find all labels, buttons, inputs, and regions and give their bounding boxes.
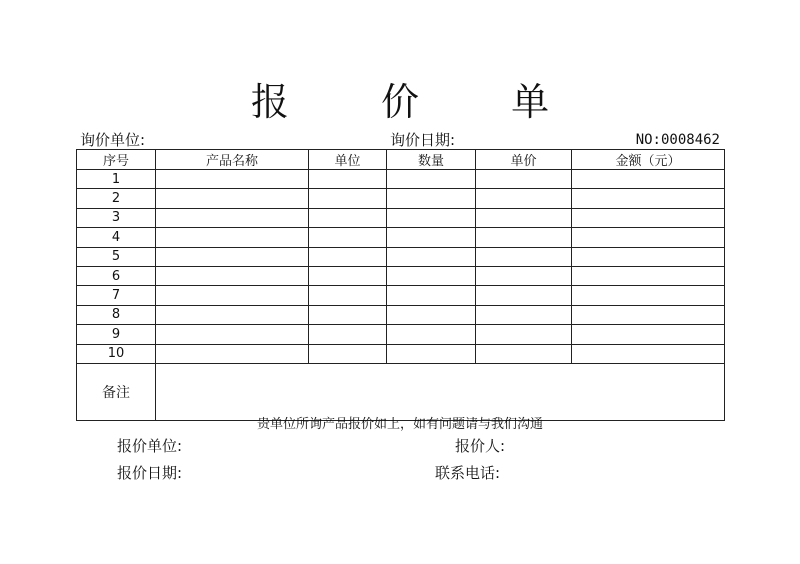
table-row [77,247,725,266]
unit-cell[interactable] [309,344,387,363]
quantity-cell[interactable] [387,286,476,305]
unit-cell[interactable] [309,189,387,208]
row-index: 8 [77,305,156,324]
unit-cell[interactable] [309,305,387,324]
quantity-cell[interactable] [387,228,476,247]
unit-cell[interactable] [309,266,387,285]
inquiry-unit-label: 询价单位: [80,131,146,149]
unit-cell[interactable] [309,325,387,344]
unit-price-cell[interactable] [476,247,572,266]
amount-cell[interactable] [572,189,725,208]
quantity-cell[interactable] [387,325,476,344]
row-index: 6 [77,266,156,285]
quantity-cell[interactable] [387,266,476,285]
unit-cell[interactable] [309,247,387,266]
row-index: 3 [77,208,156,227]
unit-price-cell[interactable] [476,170,572,189]
unit-price-cell[interactable] [476,344,572,363]
product-name-cell[interactable] [156,170,309,189]
quote-date-label: 报价日期: [117,464,183,482]
table-row [77,344,725,363]
row-index: 5 [77,247,156,266]
amount-cell[interactable] [572,170,725,189]
page-title: 报 价 单 [250,80,590,124]
remark-row [77,363,725,420]
product-name-cell[interactable] [156,189,309,208]
quantity-cell[interactable] [387,247,476,266]
quantity-cell[interactable] [387,208,476,227]
row-index: 4 [77,228,156,247]
header-amount: 金额（元） [572,150,725,170]
table-row [77,325,725,344]
unit-price-cell[interactable] [476,325,572,344]
row-index: 10 [77,344,156,363]
unit-cell[interactable] [309,228,387,247]
quantity-cell[interactable] [387,170,476,189]
product-name-cell[interactable] [156,228,309,247]
amount-cell[interactable] [572,266,725,285]
unit-price-cell[interactable] [476,208,572,227]
row-index: 7 [77,286,156,305]
amount-cell[interactable] [572,247,725,266]
quoter-label: 报价人: [455,437,506,455]
unit-price-cell[interactable] [476,305,572,324]
amount-cell[interactable] [572,286,725,305]
header-index: 序号 [77,150,156,170]
document-number: NO:0008462 [635,132,720,148]
table-row [77,305,725,324]
amount-cell[interactable] [572,228,725,247]
unit-price-cell[interactable] [476,189,572,208]
table-row [77,228,725,247]
product-name-cell[interactable] [156,247,309,266]
product-name-cell[interactable] [156,344,309,363]
amount-cell[interactable] [572,325,725,344]
row-index: 1 [77,170,156,189]
unit-cell[interactable] [309,286,387,305]
unit-price-cell[interactable] [476,286,572,305]
header-unit: 单位 [309,150,387,170]
table-header-row [77,150,725,170]
product-name-cell[interactable] [156,208,309,227]
product-name-cell[interactable] [156,325,309,344]
footer-note: 贵单位所询产品报价如上，如有问题请与我们沟通 [256,417,543,432]
quantity-cell[interactable] [387,189,476,208]
product-name-cell[interactable] [156,286,309,305]
header-unit-price: 单价 [476,150,572,170]
table-row [77,266,725,285]
unit-price-cell[interactable] [476,266,572,285]
table-row [77,189,725,208]
unit-cell[interactable] [309,208,387,227]
row-index: 2 [77,189,156,208]
amount-cell[interactable] [572,305,725,324]
table-row [77,286,725,305]
product-name-cell[interactable] [156,305,309,324]
remark-cell[interactable] [156,363,725,420]
header-quantity: 数量 [387,150,476,170]
inquiry-date-label: 询价日期: [390,131,456,149]
unit-price-cell[interactable] [476,228,572,247]
amount-cell[interactable] [572,344,725,363]
header-product-name: 产品名称 [156,150,309,170]
table-row [77,208,725,227]
phone-label: 联系电话: [435,464,501,482]
amount-cell[interactable] [572,208,725,227]
product-name-cell[interactable] [156,266,309,285]
remark-label: 备注 [77,363,156,420]
quote-unit-label: 报价单位: [117,437,183,455]
quote-table [76,149,725,421]
quantity-cell[interactable] [387,344,476,363]
quantity-cell[interactable] [387,305,476,324]
row-index: 9 [77,325,156,344]
unit-cell[interactable] [309,170,387,189]
table-row [77,170,725,189]
